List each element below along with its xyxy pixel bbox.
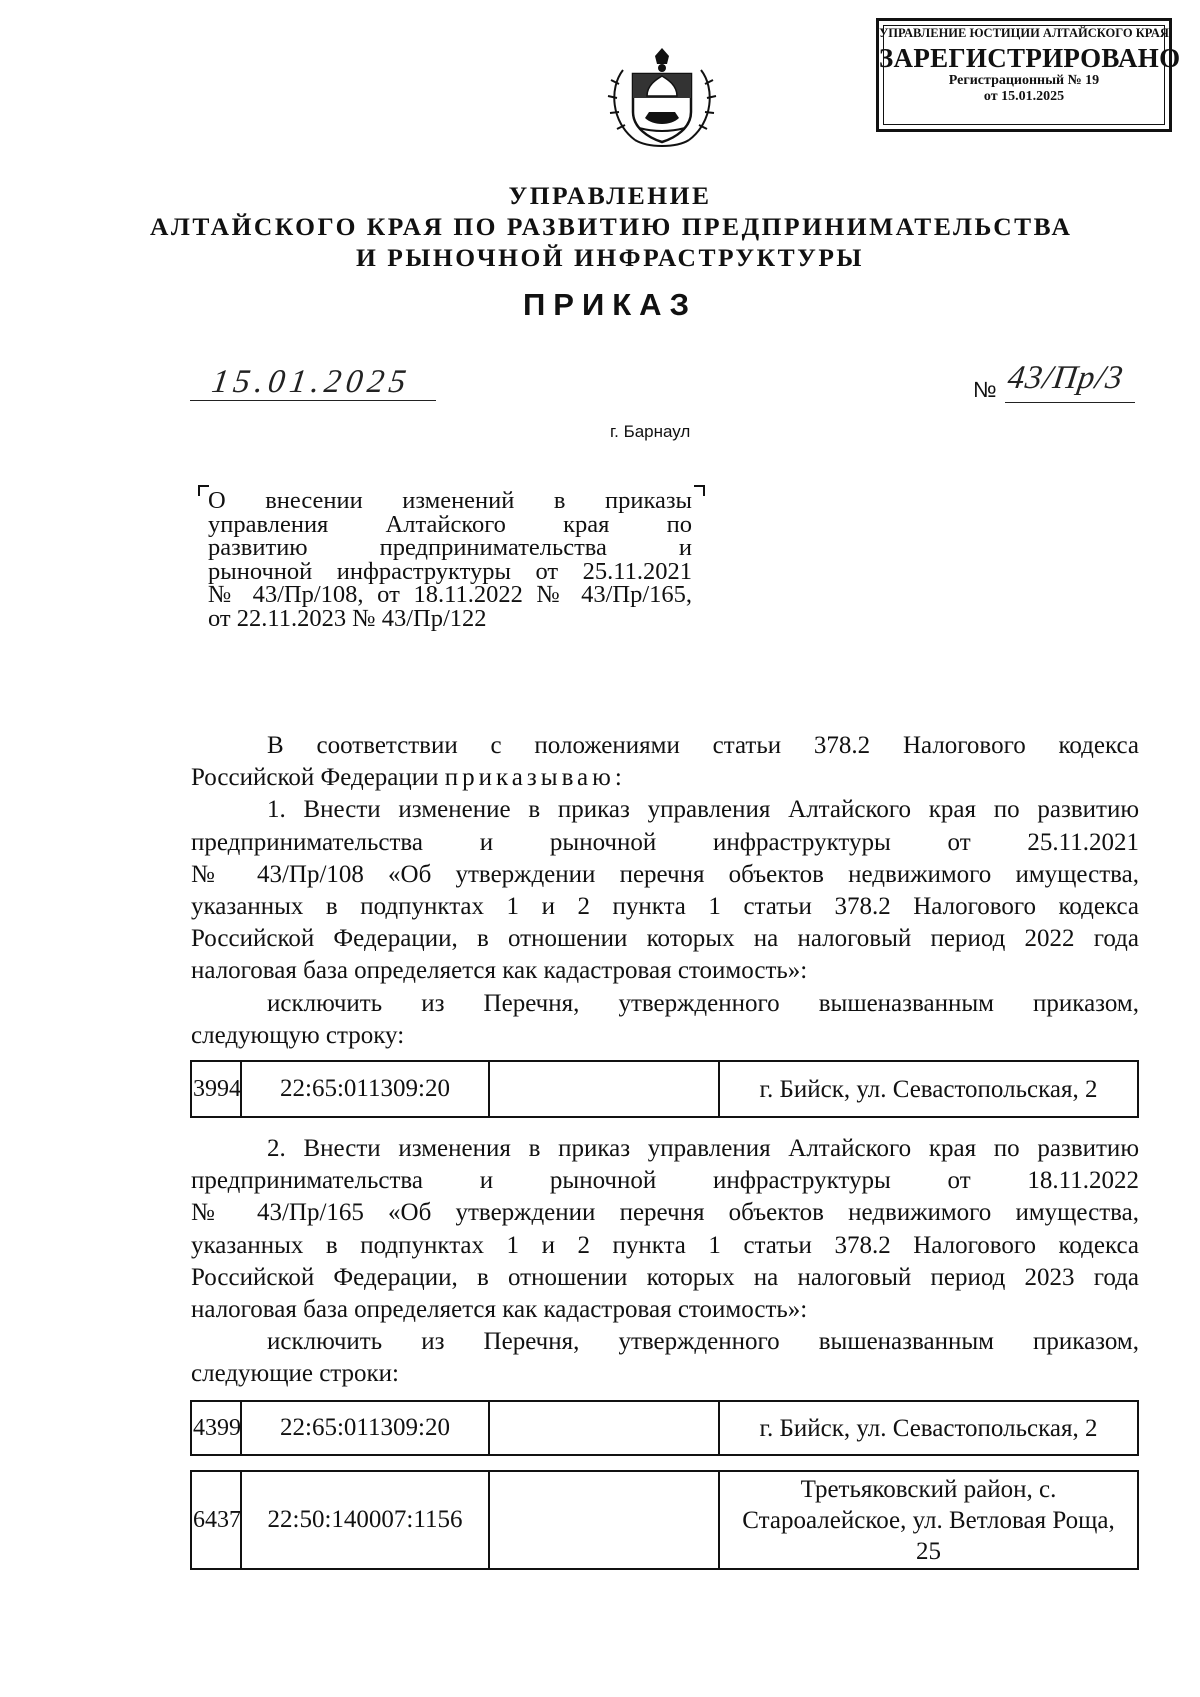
agency-line-3: И РЫНОЧНОЙ ИНФРАСТРУКТУРЫ — [356, 243, 864, 272]
preamble-line: В соответствии с положениями статьи 378.2 Налогового кодекса — [267, 732, 1139, 759]
number-underline — [1005, 402, 1135, 403]
stamp-organization: УПРАВЛЕНИЕ ЮСТИЦИИ АЛТАЙСКОГО КРАЯ — [879, 26, 1169, 40]
subject-line: рыночной инфраструктуры от 25.11.2021 — [208, 557, 692, 585]
stamp-registration-number: Регистрационный № 19 — [948, 73, 1100, 88]
preamble-and-item-1 — [191, 730, 1139, 1052]
agency-line-2: АЛТАЙСКОГО КРАЯ ПО РАЗВИТИЮ ПРЕДПРИНИМАТЕЛЬСТВА — [150, 212, 1073, 241]
subject-bracket-right — [694, 485, 705, 496]
address-line: Третьяковский район, с. — [800, 1475, 1057, 1503]
address-cell: г. Бийск, ул. Севастопольская, 2 — [719, 1401, 1138, 1455]
registration-stamp — [876, 18, 1181, 132]
blank-cell — [489, 1401, 719, 1455]
preamble-line — [191, 762, 1139, 794]
document-type-title: ПРИКАЗ — [523, 287, 697, 322]
handwritten-date: 15.01.2025 — [209, 364, 414, 400]
address-line: 25 — [916, 1537, 941, 1565]
stamp-status: ЗАРЕГИСТРИРОВАНО — [879, 43, 1181, 73]
item1-line: указанных в подпунктах 1 и 2 пункта 1 статьи 378.2 Налогового кодекса — [191, 893, 1139, 921]
blank-cell — [489, 1471, 719, 1569]
row-number-cell: 4399 — [191, 1401, 241, 1455]
item2-line: № 43/Пр/165 «Об утверждении перечня объектов недвижимого имущества, — [191, 1199, 1139, 1227]
date-underline — [190, 400, 436, 401]
item1-exclude-line: исключить из Перечня, утвержденного вышеназванным приказом, — [267, 989, 1139, 1017]
order-subject — [208, 489, 692, 630]
item1-line: № 43/Пр/108 «Об утверждении перечня объектов недвижимого имущества, — [191, 860, 1139, 888]
address-cell: г. Бийск, ул. Севастопольская, 2 — [719, 1061, 1138, 1117]
table-row — [191, 1401, 1138, 1455]
preamble-prefix: Российской Федерации — [191, 764, 445, 792]
excluded-rows-table-1 — [190, 1060, 1139, 1118]
item2-line: Российской Федерации, в отношении которых на налоговый период 2023 года — [191, 1263, 1139, 1291]
agency-line-1: УПРАВЛЕНИЕ — [508, 181, 712, 210]
item-2 — [191, 1133, 1139, 1391]
subject-line: № 43/Пр/108, от 18.11.2022 № 43/Пр/165, — [208, 581, 692, 608]
agency-heading — [150, 180, 1073, 273]
item1-exclude-line: следующую строку: — [191, 1021, 405, 1049]
stamp-inner-frame — [883, 25, 1165, 125]
handwritten-order-number: 43/Пр/3 — [1005, 360, 1126, 396]
item1-line: предпринимательства и рыночной инфраструктуры от 25.11.2021 — [191, 828, 1139, 856]
row-number-cell: 6437 — [191, 1471, 241, 1569]
table-row — [191, 1061, 1138, 1117]
table-row — [191, 1471, 1138, 1569]
item1-line: налоговая база определяется как кадастровая стоимость»: — [191, 957, 808, 985]
blank-cell — [489, 1061, 719, 1117]
item2-line: налоговая база определяется как кадастровая стоимость»: — [191, 1296, 808, 1324]
excluded-rows-table-3 — [190, 1470, 1139, 1570]
subject-line: управления Алтайского края по — [208, 510, 692, 538]
cadastral-number-cell: 22:65:011309:20 — [241, 1401, 489, 1455]
item2-line: предпринимательства и рыночной инфраструктуры от 18.11.2022 — [191, 1167, 1139, 1195]
item2-exclude-line: следующие строки: — [191, 1360, 400, 1388]
address-cell — [719, 1471, 1138, 1569]
row-number-cell: 3994 — [191, 1061, 241, 1117]
number-label: № — [973, 377, 997, 402]
cadastral-number-cell: 22:50:140007:1156 — [241, 1471, 489, 1569]
address-line: Староалейское, ул. Ветловая Роща, — [742, 1506, 1115, 1534]
stamp-registration-date: от 15.01.2025 — [983, 89, 1065, 104]
subject-line: развитию предпринимательства и — [208, 534, 692, 561]
city: г. Барнаул — [610, 422, 691, 441]
subject-line: О внесении изменений в приказы — [208, 487, 692, 514]
item2-exclude-line: исключить из Перечня, утвержденного вышеназванным приказом, — [267, 1328, 1139, 1356]
excluded-rows-table-2 — [190, 1400, 1139, 1456]
coat-of-arms-icon — [603, 40, 721, 152]
item1-line: 1. Внести изменение в приказ управления Алтайского края по развитию — [267, 796, 1139, 824]
preamble-decree-word: приказываю: — [444, 764, 626, 792]
item1-line: Российской Федерации, в отношении которых на налоговый период 2022 года — [191, 925, 1139, 953]
item2-line: указанных в подпунктах 1 и 2 пункта 1 статьи 378.2 Налогового кодекса — [191, 1231, 1139, 1259]
item2-line: 2. Внести изменения в приказ управления Алтайского края по развитию — [267, 1135, 1139, 1162]
cadastral-number-cell: 22:65:011309:20 — [241, 1061, 489, 1117]
subject-line: от 22.11.2023 № 43/Пр/122 — [208, 604, 487, 632]
